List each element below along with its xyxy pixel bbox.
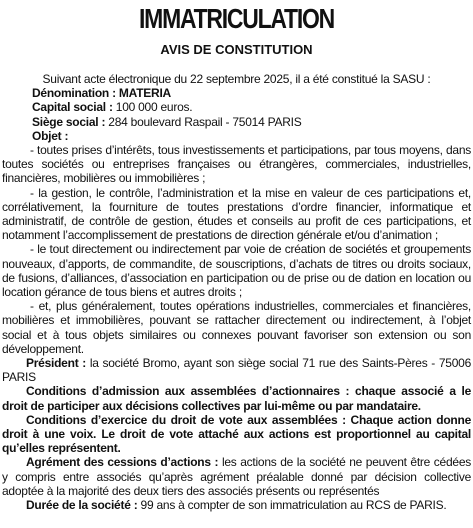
- objet-label: Objet :: [32, 128, 69, 143]
- president-label: Président :: [26, 356, 90, 371]
- duree-label: Durée de la société :: [26, 498, 141, 513]
- cession-label: Agrément des cessions d’actions :: [26, 455, 222, 470]
- cession-value: les actions de la société ne peuvent être cédées y compris entre associés qu’après agrément préalable donné par décision collective adoptée à la majorité des deux tiers des associés présents ou représentés: [2, 455, 471, 498]
- siege-value: 284 boulevard Raspail - 75014 PARIS: [108, 114, 302, 129]
- president-value: la société Bromo, ayant son siège social 71 rue des Saints-Pères - 75006 PARIS: [2, 356, 471, 385]
- denomination-line: [2, 86, 471, 100]
- duree-value: 99 ans à compter de son immatriculation au RCS de PARIS.: [140, 498, 447, 513]
- objet-item: - la gestion, le contrôle, l’administration et la mise en valeur de ces participations et, corrélativement, la fourniture de toutes prestations d’ordre financier, informatique et administratif, de contrôle de gestion, études et conseils au profit de ces participations, et notamment l’accomplissement de prestations de direction générale et/ou d’animation ;: [2, 185, 471, 243]
- capital-value: 100 000 euros.: [115, 100, 193, 115]
- cession-paragraph: [2, 455, 471, 498]
- siege-line: [2, 115, 471, 129]
- capital-line: [2, 100, 471, 114]
- president-paragraph: [2, 356, 471, 384]
- denomination-value: MATERIA: [118, 86, 171, 101]
- capital-label: Capital social :: [32, 100, 116, 115]
- denomination-label: Dénomination :: [32, 86, 119, 101]
- vote-paragraph: Conditions d’exercice du droit de vote aux assemblées : Chaque action donne droit à une voix. Le droit de vote attaché aux actions est proportionnel au capital qu’elles représentent.: [2, 412, 471, 456]
- objet-item: - toutes prises d’intérêts, tous investissements et participations, par tous moyens, dans toutes sociétés ou entreprises françaises ou étrangères, commerciales, industrielles, financières, mobilières ou immobilières ;: [2, 143, 471, 186]
- duree-paragraph: [2, 498, 471, 512]
- admission-paragraph: Conditions d’admission aux assemblées d’actionnaires : chaque associé a le droit de participer aux décisions collectives par lui-même ou par mandataire.: [2, 384, 471, 413]
- objet-item: - le tout directement ou indirectement par voie de création de sociétés et groupements nouveaux, d’apports, de commandite, de souscriptions, d’achats de titres ou droits sociaux, de fusions, d’alliances, d’association en participation ou de prise ou de dation en location ou location gérance de tous biens et autres droits ;: [2, 242, 471, 300]
- page-title: IMMATRICULATION: [139, 3, 334, 34]
- notice-subtitle: AVIS DE CONSTITUTION: [160, 42, 313, 57]
- siege-label: Siège social :: [32, 114, 109, 129]
- objet-line: [2, 129, 471, 143]
- objet-item: - et, plus généralement, toutes opérations industrielles, commerciales et financières, mobilières et immobilières, pouvant se rattacher directement ou indirectement, à l’objet social et à tous objets similaires ou connexes pouvant favoriser son extension ou son développement.: [2, 299, 471, 356]
- notice-body: [2, 72, 471, 512]
- notice-intro: Suivant acte électronique du 22 septembre 2025, il a été constitué la SASU :: [42, 72, 431, 86]
